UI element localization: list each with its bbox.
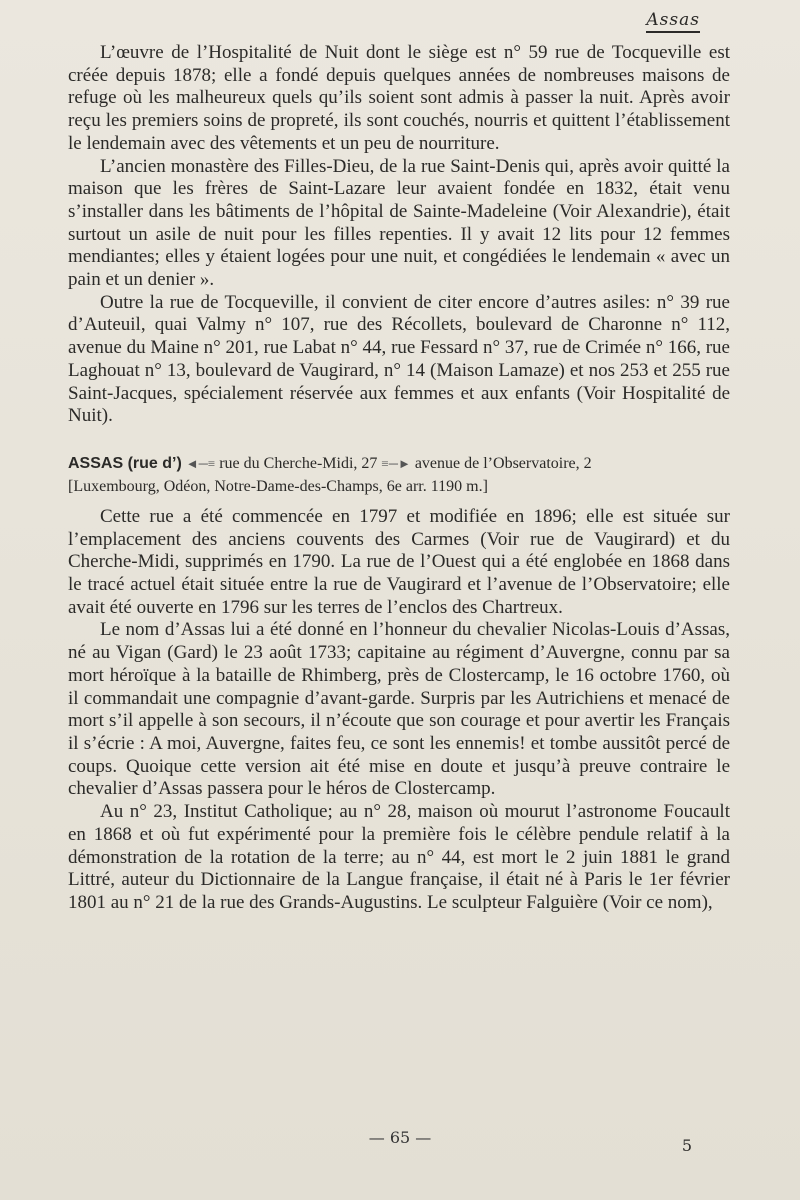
entry-title: ASSAS (rue d’) (68, 454, 182, 472)
paragraph: Le nom d’Assas lui a été donné en l’honneur du chevalier Nicolas-Louis d’Assas, né au Vigan (Gard) le 23 août 1733; capitaine au régiment d’Auvergne, connu par sa mort héroïque à la bataille de Rhimberg, près de Clostercamp, le 16 octobre 1760, où il commandait une compagnie d’avant-garde. Surpris par les Autrichiens et menacé de mort s’il appelle à son secours, il n’écoute que son courage et pour avertir les Français il s’écrie : A moi, Auvergne, faites feu, ce sont les ennemis! et tombe aussitôt percé de coups. Quoique cette version ait été mise en doute et jusqu’à preuve contraire le chevalier d’Assas passera pour le héros de Clostercamp. (68, 619, 730, 800)
arrow-left-icon: ◄─≡ (185, 455, 216, 471)
page-number: — 65 — (368, 1128, 432, 1147)
entry-heading (68, 452, 730, 476)
paragraph: Au n° 23, Institut Catholique; au n° 28, maison où mourut l’astronome Foucault en 1868 et où fut expérimenté pour la première fois le célèbre pendule relatif à la démonstration de la rotation de la terre; au n° 44, est mort le 2 juin 1881 le grand Littré, auteur du Dictionnaire de la Langue française, il était né à Paris le 1er février 1801 au n° 21 de la rue des Grands-Augustins. Le sculpteur Falguière (Voir ce nom), (68, 801, 730, 913)
running-head: Assas (646, 10, 700, 33)
entry-to: avenue de l’Observatoire, 2 (414, 454, 592, 472)
section-gap (68, 428, 730, 452)
paragraph: L’ancien monastère des Filles-Dieu, de la rue Saint-Denis qui, après avoir quitté la maison que les frères de Saint-Lazare leur avaient fondée en 1832, était venu s’installer dans les bâtiments de l’hôpital de Sainte-Madeleine (Voir Alexandrie), était surtout un asile de nuit pour les filles repenties. Il y avait 12 lits pour 12 femmes mendiantes; elles y étaient logées pour une nuit, et congédiées le lendemain « avec un pain et un denier ». (68, 155, 730, 291)
entry-from: rue du Cherche-Midi, 27 (219, 454, 378, 472)
body-text (68, 42, 730, 915)
paragraph: Cette rue a été commencée en 1797 et modifiée en 1896; elle est située sur l’emplacement des anciens couvents des Carmes (Voir rue de Vaugirard) et du Cherche-Midi, supprimés en 1790. La rue de l’Ouest qui a été englobée en 1868 dans le tracé actuel était située entre la rue de Vaugirard et l’avenue de l’Observatoire; elle avait été ouverte en 1796 sur les terres de l’enclos des Chartreux. (68, 505, 730, 618)
entry-location: [Luxembourg, Odéon, Notre-Dame-des-Champs, 6e arr. 1190 m.] (68, 477, 488, 495)
paragraph: L’œuvre de l’Hospitalité de Nuit dont le siège est n° 59 rue de Tocqueville est créée depuis 1878; elle a fondé depuis quelques années de nombreuses maisons de refuge où les malheureux quels qu’ils soient sont admis à passer la nuit. Après avoir reçu les premiers soins de propreté, ils sont couchés, nourris et quittent l’établissement le lendemain avec des vêtements et un peu de nourriture. (68, 42, 730, 154)
signature-mark: 5 (681, 1136, 692, 1155)
arrow-right-icon: ≡─► (381, 455, 411, 471)
paragraph: Outre la rue de Tocqueville, il convient de citer encore d’autres asiles: n° 39 rue d’Auteuil, quai Valmy n° 107, rue des Récollets, boulevard de Charonne n° 112, avenue du Maine n° 201, rue Labat n° 44, rue Fessard n° 37, rue de Crimée n° 166, rue Laghouat n° 13, boulevard de Vaugirard, n° 14 (Maison Lamaze) et nos 253 et 255 rue Saint-Jacques, spécialement réservée aux femmes et aux enfants (Voir Hospitalité de Nuit). (68, 291, 730, 427)
